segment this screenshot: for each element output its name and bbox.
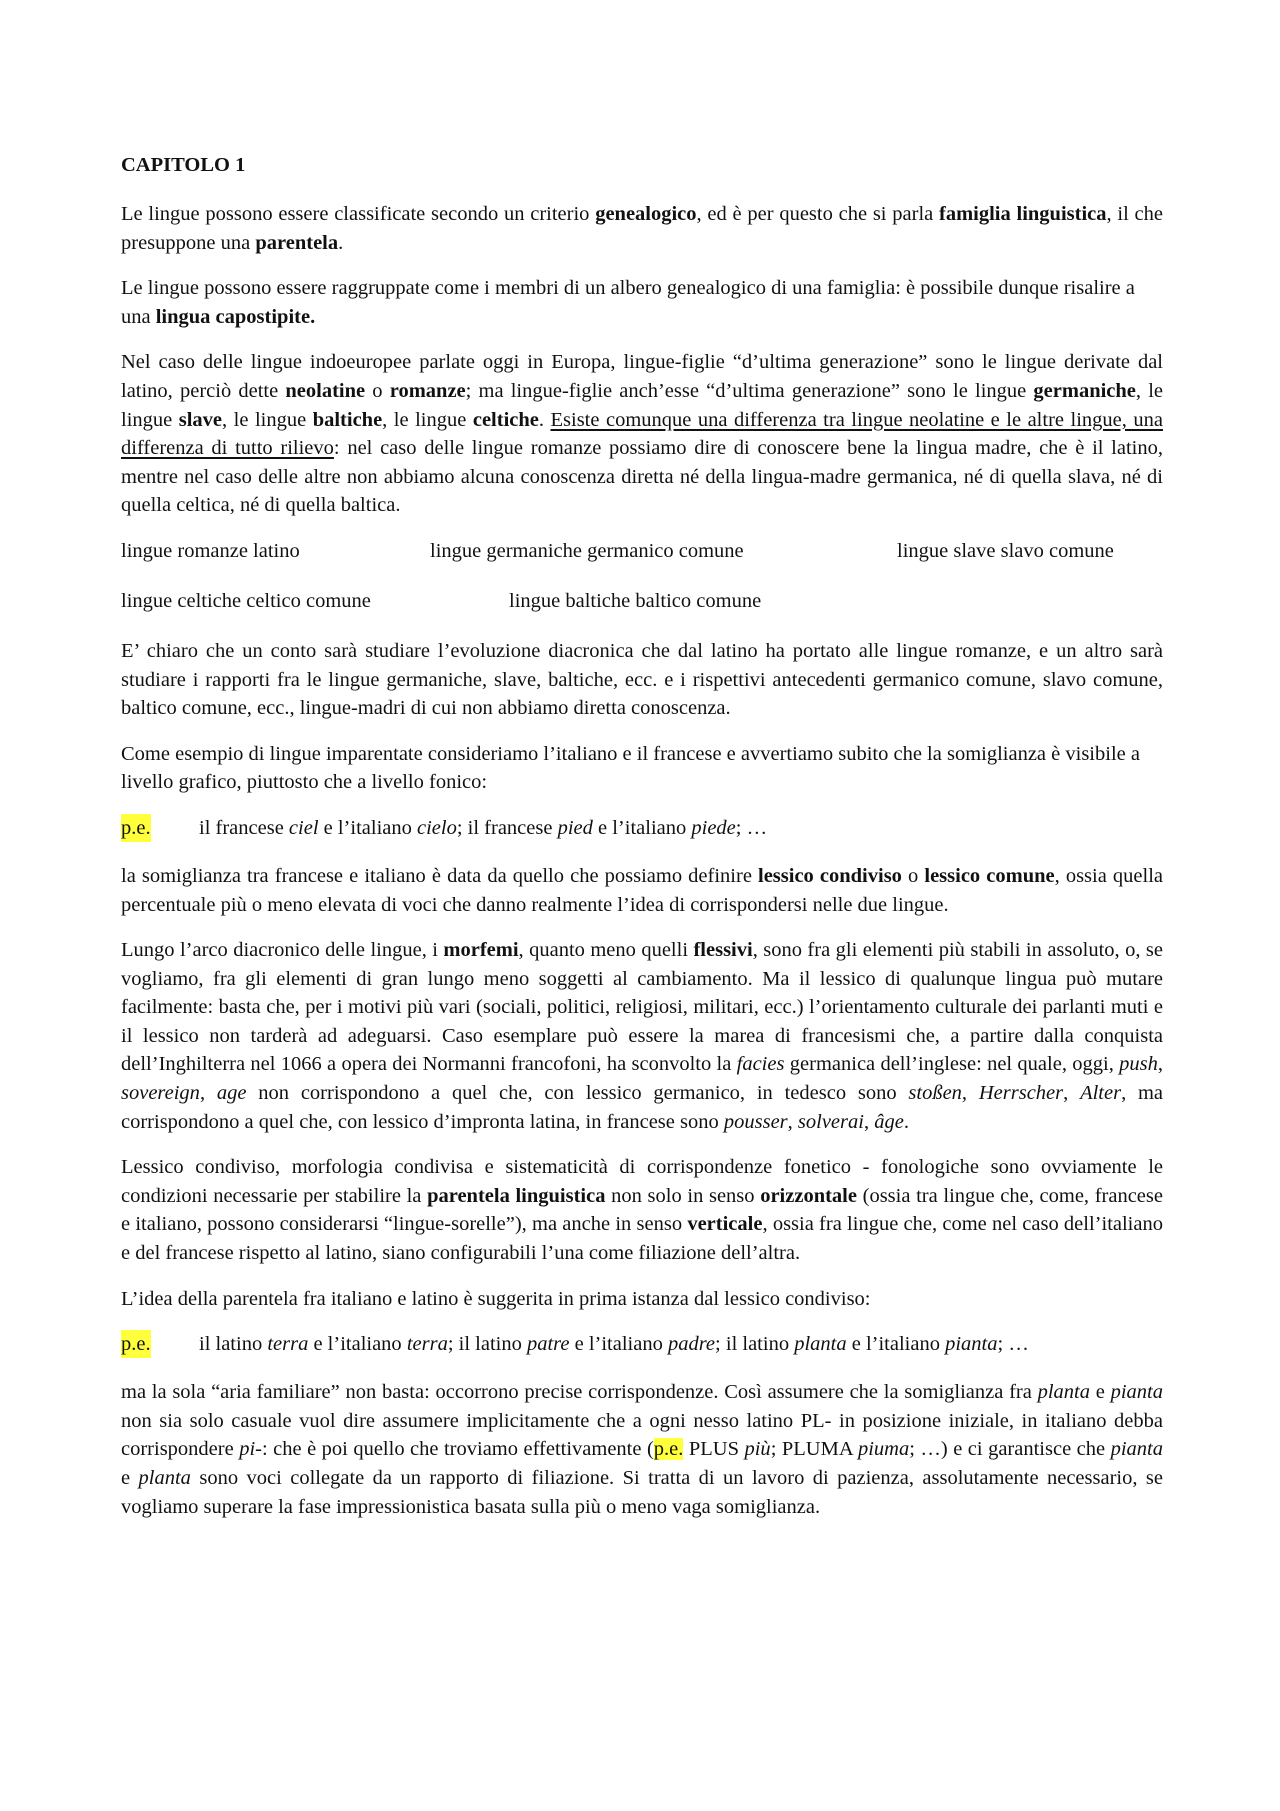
paragraph-3: Nel caso delle lingue indoeuropee parlate oggi in Europa, lingue-figlie “d’ultima generazione” sono le lingue derivate dal latino, perciò dette neolatine o romanze; ma lingue-figlie anch’esse “d’ultima generazione” sono le lingue germaniche, le lingue slave, le lingue baltiche, le lingue celtiche. Esiste comunque una differenza tra lingue neolatine e le altre lingue, una differenza di tutto rilievo: nel caso delle lingue romanze possiamo dire di conoscere bene la lingua madre, che è il latino, mentre nel caso delle altre non abbiamo alcuna conoscenza diretta né della lingua-madre germanica, né di quella slava, né di quella celtica, né di quella baltica. <box>121 351 1164 517</box>
chapter-title: CAPITOLO 1 <box>121 154 246 176</box>
language-grid-row-2 <box>121 587 1163 615</box>
grid-cell-germanic: lingue germaniche germanico comune <box>430 539 744 562</box>
grid-cell-baltic: lingue baltiche baltico comune <box>509 589 762 612</box>
paragraph-9: L’idea della parentela fra italiano e latino è suggerita in prima istanza dal lessico condiviso: <box>121 1287 871 1310</box>
example-1: p.e. il francese ciel e l’italiano cielo; il francese pied e l’italiano piede; … <box>121 814 1163 842</box>
paragraph-2: Le lingue possono essere raggruppate come i membri di un albero genealogico di una famiglia: è possibile dunque risalire a una lingua capostipite. <box>121 277 1135 328</box>
paragraph-8: Lessico condiviso, morfologia condivisa e sistematicità di corrispondenze fonetico - fonologiche sono ovviamente le condizioni necessarie per stabilire la parentela linguistica non solo in senso orizzontale (ossia tra lingue che, come, francese e italiano, possono considerarsi “lingue-sorelle”), ma anche in senso verticale, ossia fra lingue che, come nel caso dell’italiano e del francese rispetto al latino, siano configurabili l’una come filiazione dell’altra. <box>121 1156 1163 1265</box>
underlined-sentence: Esiste comunque una differenza tra lingue neolatine e le altre lingue, una differenza di tutto rilievo <box>121 408 1163 460</box>
paragraph-1: Le lingue possono essere classificate secondo un criterio genealogico, ed è per questo che si parla famiglia linguistica, il che presuppone una parentela. <box>121 203 1163 254</box>
grid-cell-celtic: lingue celtiche celtico comune <box>121 589 371 612</box>
grid-cell-slavic: lingue slave slavo comune <box>897 539 1114 562</box>
page-content <box>121 148 1163 1538</box>
grid-cell-romance: lingue romanze latino <box>121 539 300 562</box>
highlighted-inline-tag: p.e. <box>653 1438 684 1461</box>
paragraph-4: E’ chiaro che un conto sarà studiare l’evoluzione diacronica che dal latino ha portato alle lingue romanze, e un altro sarà studiare i rapporti fra le lingue germaniche, slave, baltiche, ecc. e i rispettivi antecedenti germanico comune, slavo comune, baltico comune, ecc., lingue-madri di cui non abbiamo diretta conoscenza. <box>121 639 1163 720</box>
paragraph-6: la somiglianza tra francese e italiano è data da quello che possiamo definire lessico condiviso o lessico comune, ossia quella percentuale più o meno elevata di voci che danno realmente l’idea di corrispondersi nelle due lingue. <box>121 864 1163 916</box>
language-grid-row-1 <box>121 537 1163 565</box>
example-2: p.e. il latino terra e l’italiano terra; il latino patre e l’italiano padre; il latino planta e l’italiano pianta; … <box>121 1330 1163 1358</box>
paragraph-5: Come esempio di lingue imparentate consideriamo l’italiano e il francese e avvertiamo subito che la somiglianza è visibile a livello grafico, piuttosto che a livello fonico: <box>121 742 1140 794</box>
highlighted-example-tag: p.e. <box>121 814 151 842</box>
highlighted-example-tag: p.e. <box>121 1330 151 1358</box>
paragraph-7: Lungo l’arco diacronico delle lingue, i morfemi, quanto meno quelli flessivi, sono fra gli elementi più stabili in assoluto, o, se vogliamo, fra gli elementi di gran lungo meno soggetti al cambiamento. Ma il lessico di qualunque lingua può mutare facilmente: basta che, per i motivi più vari (sociali, politici, religiosi, militari, ecc.) l’orientamento culturale dei parlanti muti e il lessico non tarderà ad adeguarsi. Caso esemplare può essere la marea di francesismi che, a partire dalla conquista dell’Inghilterra nel 1066 a opera dei Normanni francofoni, ha sconvolto la facies germanica dell’inglese: nel quale, oggi, push, sovereign, age non corrispondono a quel che, con lessico germanico, in tedesco sono stoßen, Herrscher, Alter, ma corrispondono a quel che, con lessico d’impronta latina, in francese sono pousser, solverai, âge. <box>121 939 1164 1133</box>
paragraph-10: ma la sola “aria familiare” non basta: occorrono precise corrispondenze. Così assumere che la somiglianza fra planta e pianta non sia solo casuale vuol dire assumere implicitamente che a ogni nesso latino PL- in posizione iniziale, in italiano debba corrispondere pi-: che è poi quello che troviamo effettivamente (p.e. PLUS più; PLUMA piuma; …) e ci garantisce che pianta e planta sono voci collegate da un rapporto di filiazione. Si tratta di un lavoro di pazienza, assolutamente necessario, se vogliamo superare la fase impressionistica basata sulla più o meno vaga somiglianza. <box>121 1381 1163 1518</box>
